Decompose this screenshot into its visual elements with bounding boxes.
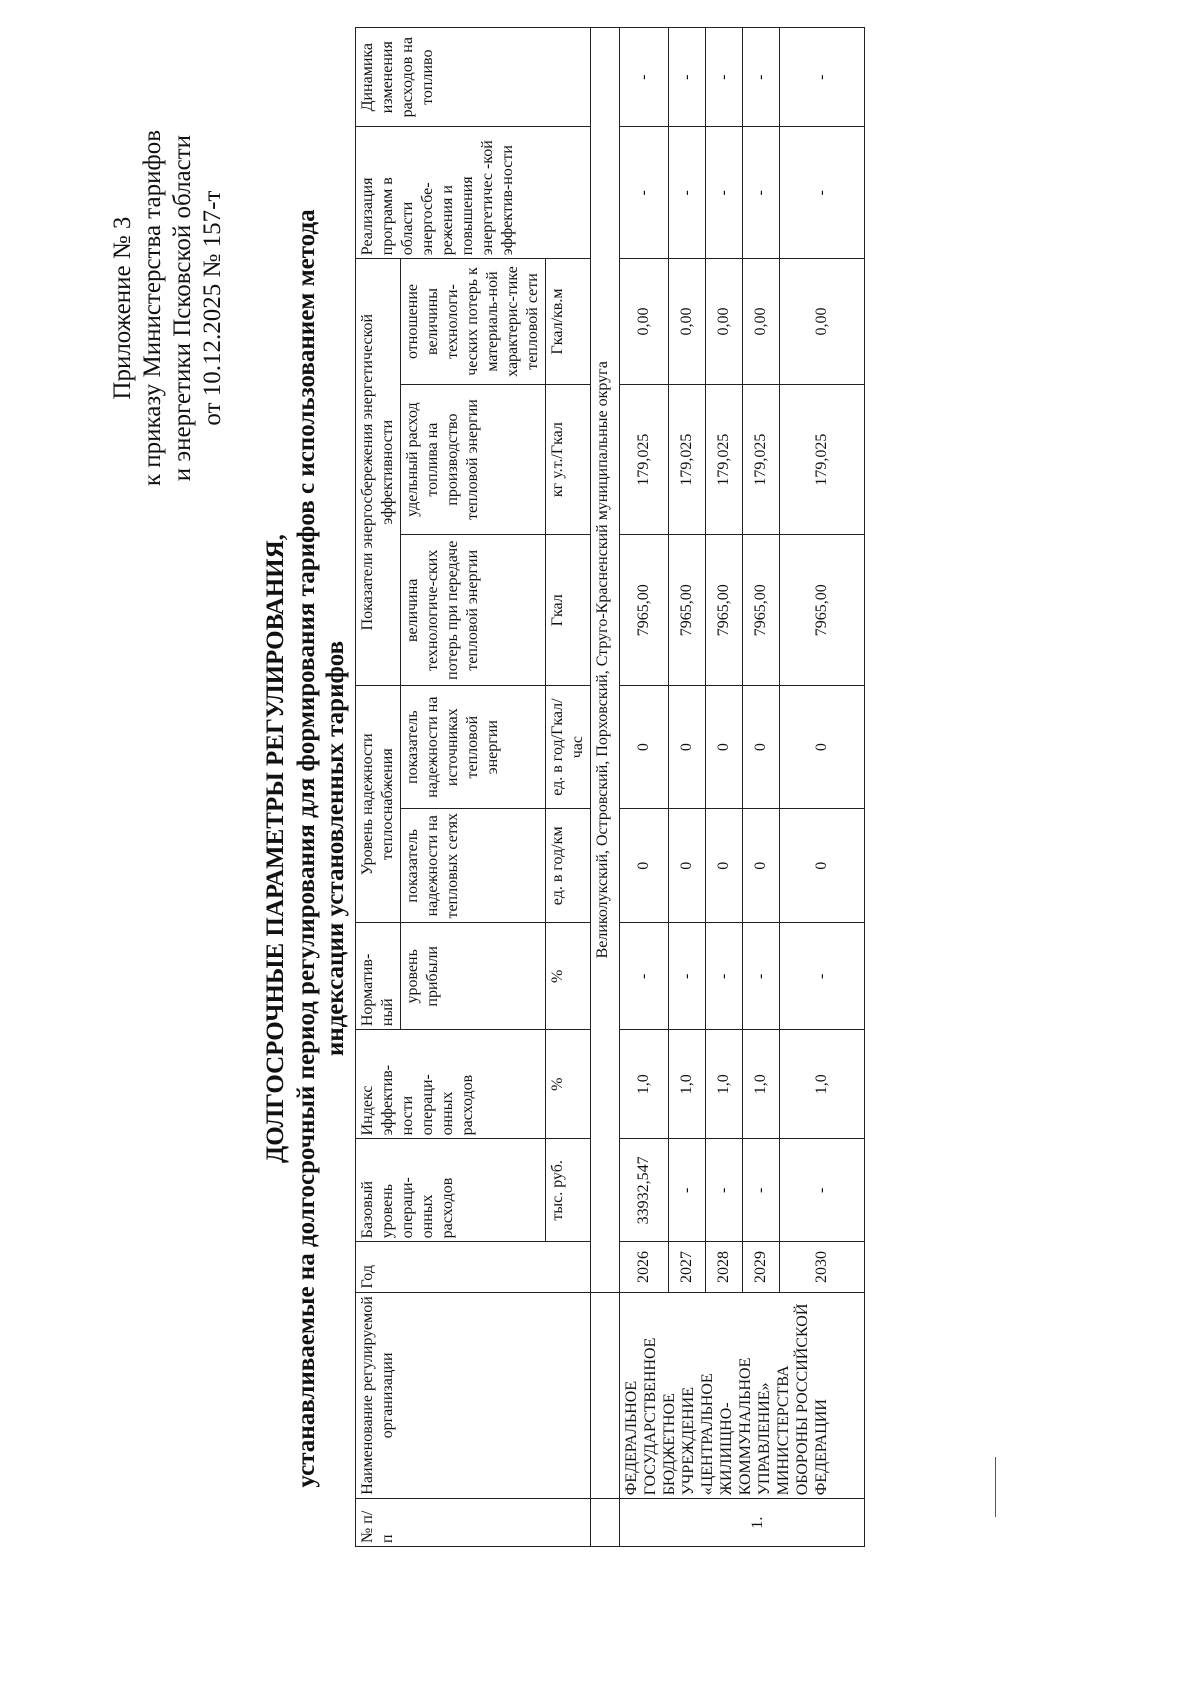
region-label: Великолукский, Островский, Порховский, Струго-Красненский муниципальные округа bbox=[591, 28, 620, 1293]
cell-fuel: 179,025 bbox=[669, 384, 706, 535]
cell-rel-src: 0 bbox=[669, 686, 706, 809]
header-index: Индекс эффектив-ности операци-онных расходов bbox=[356, 1030, 546, 1139]
appendix-line-2: к приказу Министерства тарифов bbox=[139, 130, 166, 487]
cell-loss: 7965,00 bbox=[706, 535, 743, 686]
cell-loss: 7965,00 bbox=[743, 535, 780, 686]
org-number: 1. bbox=[620, 1499, 865, 1547]
cell-dynamics: - bbox=[620, 28, 669, 127]
region-num-cell bbox=[591, 1499, 620, 1547]
cell-dynamics: - bbox=[706, 28, 743, 127]
cell-rel-net: 0 bbox=[669, 809, 706, 923]
cell-ratio: 0,00 bbox=[743, 259, 780, 385]
cell-dynamics: - bbox=[669, 28, 706, 127]
cell-rel-net: 0 bbox=[780, 809, 865, 923]
header-ratio: отношение величины технологи-ческих потерь к материаль-ной характерис-тике тепловой сети bbox=[401, 259, 546, 385]
header-year: Год bbox=[356, 1242, 591, 1292]
header-energy-group: Показатели энергосбережения энергетической эффективности bbox=[356, 259, 401, 686]
unit-ratio: Гкал/кв.м bbox=[546, 259, 591, 385]
region-org-cell bbox=[591, 1292, 620, 1499]
cell-dynamics: - bbox=[743, 28, 780, 127]
cell-ratio: 0,00 bbox=[706, 259, 743, 385]
header-rel-src: показатель надежности на источниках тепловой энергии bbox=[401, 686, 546, 809]
header-org: Наименование регулируемой организации bbox=[356, 1292, 591, 1499]
header-dynamics: Динамика изменения расходов на топливо bbox=[356, 28, 591, 127]
cell-loss: 7965,00 bbox=[669, 535, 706, 686]
cell-index: 1,0 bbox=[780, 1030, 865, 1139]
cell-program: - bbox=[669, 127, 706, 259]
unit-norm: % bbox=[546, 923, 591, 1030]
cell-index: 1,0 bbox=[669, 1030, 706, 1139]
header-num: № п/п bbox=[356, 1499, 591, 1547]
parameters-table bbox=[355, 27, 865, 1547]
cell-program: - bbox=[743, 127, 780, 259]
cell-rel-net: 0 bbox=[620, 809, 669, 923]
divider-mark bbox=[995, 1457, 996, 1517]
cell-ratio: 0,00 bbox=[620, 259, 669, 385]
cell-rel-src: 0 bbox=[620, 686, 669, 809]
cell-loss: 7965,00 bbox=[780, 535, 865, 686]
cell-norm: - bbox=[743, 923, 780, 1030]
document-subtitle-2: индексации установленных тарифов bbox=[322, 640, 349, 1057]
header-program: Реализация программ в области энергосбе-режения и повышения энергетичес -кой эффектив-ности bbox=[356, 127, 591, 259]
cell-index: 1,0 bbox=[743, 1030, 780, 1139]
header-loss: величина технологиче-ских потерь при передаче тепловой энергии bbox=[401, 535, 546, 686]
cell-base: - bbox=[743, 1139, 780, 1242]
document-subtitle-1: устанавливаемые на долгосрочный период регулирования для формирования тарифов с использованием метода bbox=[293, 209, 320, 1488]
cell-rel-src: 0 bbox=[743, 686, 780, 809]
cell-rel-src: 0 bbox=[706, 686, 743, 809]
header-reliability-group: Уровень надежности теплоснабжения bbox=[356, 686, 401, 923]
cell-year: 2027 bbox=[669, 1242, 706, 1292]
cell-ratio: 0,00 bbox=[669, 259, 706, 385]
cell-program: - bbox=[780, 127, 865, 259]
cell-fuel: 179,025 bbox=[706, 384, 743, 535]
header-row-1 bbox=[356, 28, 401, 1547]
unit-fuel: кг у.т./Гкал bbox=[546, 384, 591, 535]
cell-rel-net: 0 bbox=[743, 809, 780, 923]
cell-norm: - bbox=[620, 923, 669, 1030]
cell-program: - bbox=[620, 127, 669, 259]
cell-index: 1,0 bbox=[620, 1030, 669, 1139]
cell-program: - bbox=[706, 127, 743, 259]
unit-rel-src: ед. в год/Гкал/час bbox=[546, 686, 591, 809]
cell-year: 2030 bbox=[780, 1242, 865, 1292]
header-norm-group: Норматив-ный bbox=[356, 923, 401, 1030]
appendix-line-4: от 10.12.2025 № 157-т bbox=[199, 190, 226, 426]
unit-loss: Гкал bbox=[546, 535, 591, 686]
cell-norm: - bbox=[780, 923, 865, 1030]
cell-index: 1,0 bbox=[706, 1030, 743, 1139]
cell-rel-net: 0 bbox=[706, 809, 743, 923]
unit-base: тыс. руб. bbox=[546, 1139, 591, 1242]
cell-fuel: 179,025 bbox=[780, 384, 865, 535]
header-fuel: удельный расход топлива на производство тепловой энергии bbox=[401, 384, 546, 535]
region-row bbox=[591, 28, 620, 1547]
header-base: Базовый уровень операци-онных расходов bbox=[356, 1139, 546, 1242]
cell-base: 33932,547 bbox=[620, 1139, 669, 1242]
cell-fuel: 179,025 bbox=[743, 384, 780, 535]
cell-year: 2029 bbox=[743, 1242, 780, 1292]
cell-norm: - bbox=[706, 923, 743, 1030]
cell-loss: 7965,00 bbox=[620, 535, 669, 686]
header-rel-net: показатель надежности на тепловых сетях bbox=[401, 809, 546, 923]
cell-base: - bbox=[780, 1139, 865, 1242]
header-norm-sub: уровень прибыли bbox=[401, 923, 546, 1030]
cell-base: - bbox=[706, 1139, 743, 1242]
cell-rel-src: 0 bbox=[780, 686, 865, 809]
unit-index: % bbox=[546, 1030, 591, 1139]
table-row bbox=[620, 28, 669, 1547]
cell-fuel: 179,025 bbox=[620, 384, 669, 535]
cell-year: 2028 bbox=[706, 1242, 743, 1292]
document-title: ДОЛГОСРОЧНЫЕ ПАРАМЕТРЫ РЕГУЛИРОВАНИЯ, bbox=[262, 534, 289, 1163]
cell-year: 2026 bbox=[620, 1242, 669, 1292]
appendix-line-3: и энергетики Псковской области bbox=[169, 134, 196, 482]
appendix-line-1: Приложение № 3 bbox=[109, 216, 136, 400]
org-name: ФЕДЕРАЛЬНОЕ ГОСУДАРСТВЕННОЕ БЮДЖЕТНОЕ УЧРЕЖДЕНИЕ «ЦЕНТРАЛЬНОЕ ЖИЛИЩНО-КОММУНАЛЬНОЕ УПРАВЛЕНИЕ» МИНИСТЕРСТВА ОБОРОНЫ РОССИЙСКОЙ ФЕДЕРАЦИИ bbox=[620, 1292, 865, 1499]
appendix-header bbox=[108, 130, 228, 486]
cell-norm: - bbox=[669, 923, 706, 1030]
unit-rel-net: ед. в год/км bbox=[546, 809, 591, 923]
cell-ratio: 0,00 bbox=[780, 259, 865, 385]
cell-base: - bbox=[669, 1139, 706, 1242]
cell-dynamics: - bbox=[780, 28, 865, 127]
